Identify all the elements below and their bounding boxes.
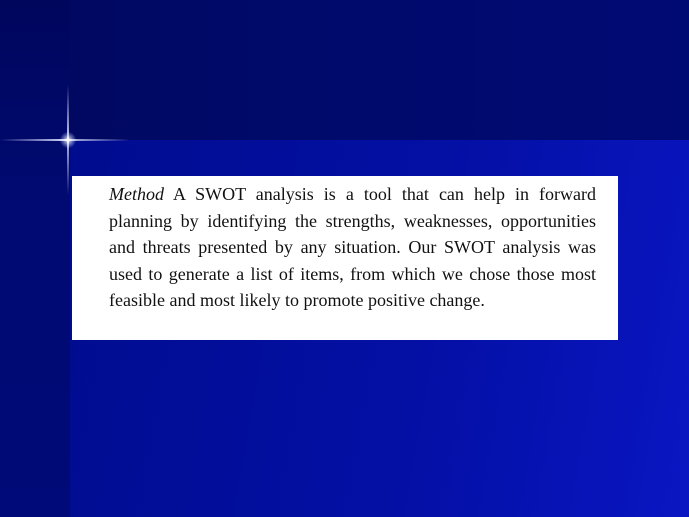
method-paragraph [109, 181, 596, 314]
method-lead-label: Method [109, 184, 164, 204]
text-box [72, 176, 618, 340]
sparkle-center-glow [60, 132, 76, 148]
method-body-text: A SWOT analysis is a tool that can help in forward planning by identifying the strengths, weaknesses, opportunities and threats presented by any situation. Our SWOT analysis was used to generate a list of items, from which we chose those most feasible and most likely to promote positive change. [109, 184, 596, 310]
